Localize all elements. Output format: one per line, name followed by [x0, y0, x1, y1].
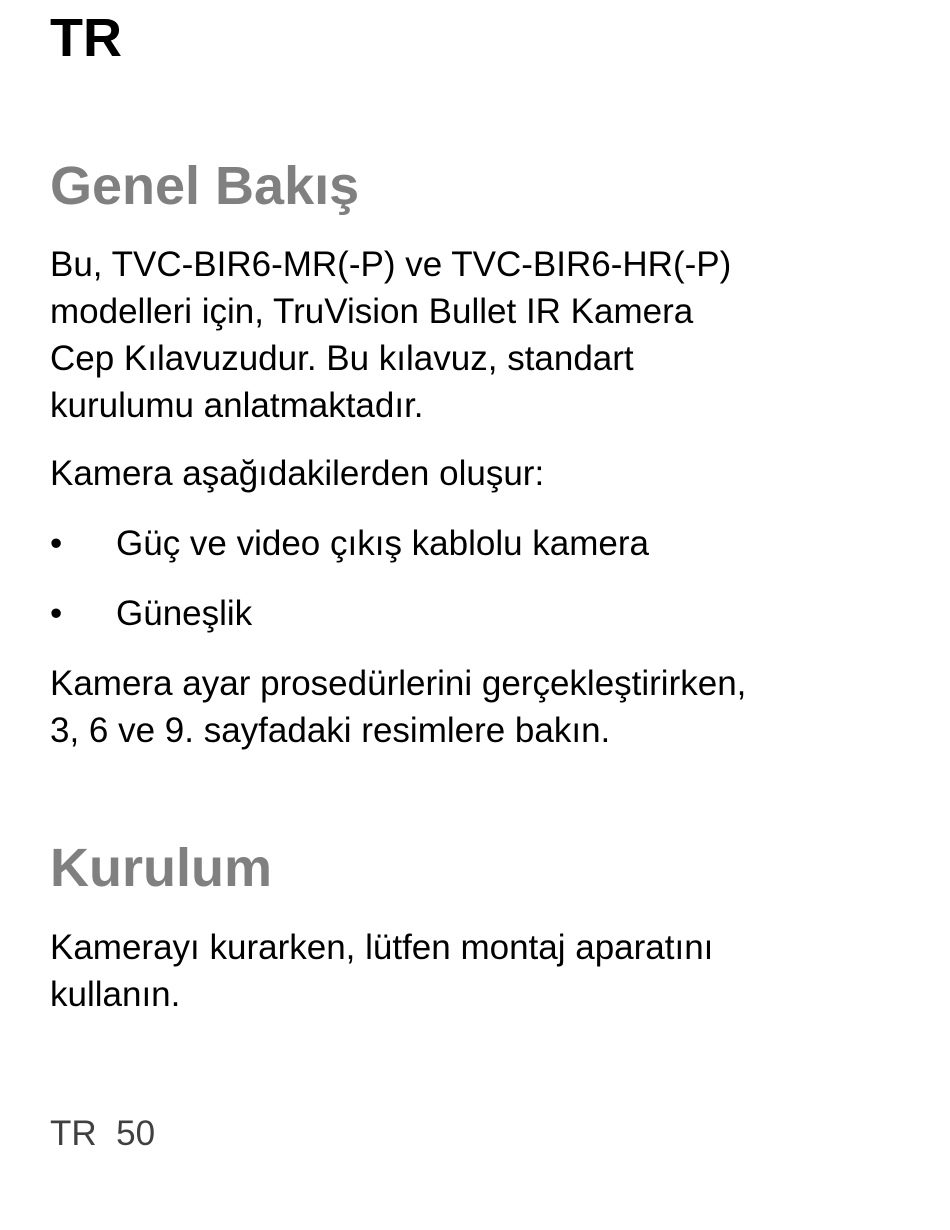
intro-line: Cep Kılavuzudur. Bu kılavuz, standart [50, 339, 634, 378]
installation-line: kullanın. [50, 975, 181, 1014]
intro-line: modelleri için, TruVision Bullet IR Kamera [50, 292, 694, 331]
installation-section-title: Kurulum [50, 838, 272, 898]
intro-line: kurulumu anlatmaktadır. [50, 386, 424, 425]
language-code-heading: TR [50, 8, 122, 68]
installation-paragraph [50, 924, 910, 1018]
procedure-line: Kamera ayar prosedürlerini gerçekleştirirken, [50, 664, 747, 703]
bullet-icon: • [50, 594, 63, 633]
page-footer-number: TR 50 [50, 1114, 156, 1153]
bullet-icon: • [50, 524, 63, 563]
intro-line: Bu, TVC-BIR6-MR(-P) ve TVC-BIR6-HR(-P) [50, 245, 732, 284]
procedure-line: 3, 6 ve 9. sayfadaki resimlere bakın. [50, 711, 611, 750]
camera-consists-of-text: Kamera aşağıdakilerden oluşur: [50, 454, 545, 493]
procedure-reference-paragraph [50, 660, 910, 754]
overview-intro-paragraph [50, 241, 910, 429]
list-item-text: Güneşlik [116, 594, 253, 633]
installation-line: Kamerayı kurarken, lütfen montaj aparatını [50, 928, 714, 967]
overview-section-title: Genel Bakış [50, 156, 360, 216]
list-item-text: Güç ve video çıkış kablolu kamera [116, 524, 650, 563]
